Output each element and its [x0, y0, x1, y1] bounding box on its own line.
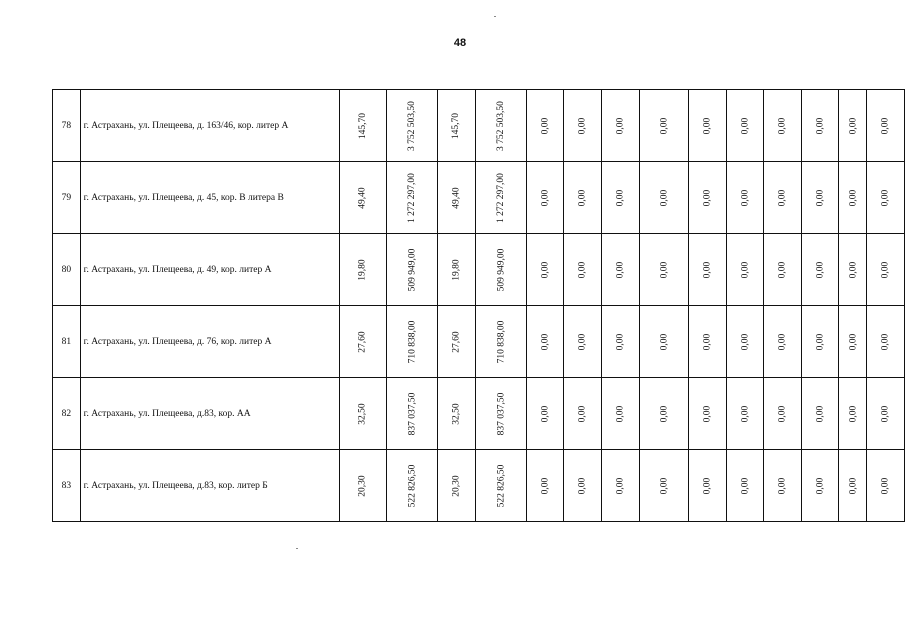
- value-text: 0,00: [702, 333, 713, 351]
- value-text: 0,00: [815, 189, 826, 207]
- value-cell: [801, 378, 839, 450]
- value-cell: [639, 162, 688, 234]
- table-row: [53, 378, 905, 450]
- value-text: 0,00: [739, 189, 750, 207]
- value-cell: [387, 378, 438, 450]
- value-cell: [867, 234, 905, 306]
- value-text: 0,00: [702, 477, 713, 495]
- value-text: 0,00: [847, 117, 858, 135]
- value-text: 0,00: [777, 405, 788, 423]
- value-text: 49,40: [451, 187, 462, 209]
- value-cell: [438, 378, 476, 450]
- value-cell: [726, 306, 764, 378]
- value-text: 32,50: [357, 403, 368, 425]
- value-text: 0,00: [880, 477, 891, 495]
- value-text: 0,00: [658, 405, 669, 423]
- value-cell: [867, 450, 905, 522]
- row-number: 82: [53, 378, 81, 450]
- address-cell: г. Астрахань, ул. Плещеева, д. 76, кор. литер А: [80, 306, 339, 378]
- value-text: 0,00: [777, 333, 788, 351]
- value-text: 509 949,00: [407, 248, 418, 292]
- value-cell: [689, 450, 727, 522]
- address-cell: г. Астрахань, ул. Плещеева, д. 49, кор. литер А: [80, 234, 339, 306]
- table-row: [53, 306, 905, 378]
- address-cell: г. Астрахань, ул. Плещеева, д.83, кор. АА: [80, 378, 339, 450]
- value-cell: [839, 450, 867, 522]
- value-text: 0,00: [577, 189, 588, 207]
- value-text: 0,00: [739, 333, 750, 351]
- table-row: [53, 162, 905, 234]
- row-number: 79: [53, 162, 81, 234]
- value-text: 0,00: [577, 117, 588, 135]
- value-cell: [387, 450, 438, 522]
- value-text: 0,00: [615, 117, 626, 135]
- value-text: 0,00: [658, 261, 669, 279]
- value-text: 0,00: [702, 117, 713, 135]
- value-cell: [438, 90, 476, 162]
- value-text: 3 752 503,50: [407, 101, 418, 151]
- row-number: 83: [53, 450, 81, 522]
- value-cell: [639, 306, 688, 378]
- value-text: 19,80: [451, 259, 462, 281]
- value-cell: [526, 378, 564, 450]
- value-text: 0,00: [615, 477, 626, 495]
- value-text: 0,00: [847, 405, 858, 423]
- value-text: 0,00: [880, 189, 891, 207]
- value-text: 0,00: [739, 117, 750, 135]
- value-cell: [438, 450, 476, 522]
- value-text: 27,60: [357, 331, 368, 353]
- value-cell: [564, 378, 602, 450]
- table-row: [53, 234, 905, 306]
- value-cell: [801, 162, 839, 234]
- value-text: 0,00: [777, 189, 788, 207]
- value-text: 0,00: [702, 261, 713, 279]
- value-cell: [475, 90, 526, 162]
- value-text: 0,00: [880, 261, 891, 279]
- value-cell: [689, 306, 727, 378]
- value-cell: [602, 378, 640, 450]
- value-cell: [475, 378, 526, 450]
- value-text: 0,00: [540, 477, 551, 495]
- scan-speck: [296, 548, 298, 549]
- value-text: 0,00: [658, 117, 669, 135]
- value-cell: [839, 306, 867, 378]
- value-text: 0,00: [777, 261, 788, 279]
- value-text: 837 037,50: [495, 392, 506, 436]
- value-cell: [438, 162, 476, 234]
- value-cell: [526, 162, 564, 234]
- value-text: 1 272 297,00: [495, 173, 506, 223]
- value-cell: [689, 234, 727, 306]
- value-cell: [801, 234, 839, 306]
- value-cell: [839, 162, 867, 234]
- value-cell: [475, 234, 526, 306]
- value-cell: [764, 234, 802, 306]
- value-cell: [764, 378, 802, 450]
- value-text: 0,00: [815, 261, 826, 279]
- value-text: 1 272 297,00: [407, 173, 418, 223]
- value-cell: [475, 162, 526, 234]
- value-text: 0,00: [615, 189, 626, 207]
- value-cell: [801, 90, 839, 162]
- value-cell: [475, 450, 526, 522]
- value-text: 0,00: [577, 333, 588, 351]
- value-cell: [801, 306, 839, 378]
- value-cell: [339, 90, 387, 162]
- value-text: 0,00: [577, 405, 588, 423]
- scan-speck: [494, 16, 496, 17]
- value-text: 837 037,50: [407, 392, 418, 436]
- value-cell: [526, 450, 564, 522]
- value-text: 0,00: [815, 333, 826, 351]
- value-text: 0,00: [577, 261, 588, 279]
- value-text: 0,00: [847, 189, 858, 207]
- value-cell: [339, 450, 387, 522]
- value-cell: [867, 90, 905, 162]
- value-cell: [639, 378, 688, 450]
- value-text: 522 826,50: [407, 464, 418, 508]
- value-cell: [602, 162, 640, 234]
- value-text: 27,60: [451, 331, 462, 353]
- value-cell: [387, 234, 438, 306]
- value-text: 20,30: [451, 475, 462, 497]
- value-cell: [726, 378, 764, 450]
- value-cell: [689, 162, 727, 234]
- value-text: 0,00: [880, 405, 891, 423]
- value-text: 0,00: [658, 477, 669, 495]
- table-row: [53, 90, 905, 162]
- value-cell: [726, 90, 764, 162]
- value-text: 0,00: [847, 261, 858, 279]
- row-number: 81: [53, 306, 81, 378]
- value-cell: [564, 90, 602, 162]
- value-text: 0,00: [739, 477, 750, 495]
- table-row: [53, 450, 905, 522]
- value-text: 3 752 503,50: [495, 101, 506, 151]
- value-text: 0,00: [658, 333, 669, 351]
- value-cell: [387, 306, 438, 378]
- value-text: 0,00: [739, 405, 750, 423]
- address-cell: г. Астрахань, ул. Плещеева, д. 163/46, кор. литер А: [80, 90, 339, 162]
- value-cell: [764, 306, 802, 378]
- value-cell: [726, 450, 764, 522]
- value-cell: [602, 234, 640, 306]
- value-cell: [764, 162, 802, 234]
- address-cell: г. Астрахань, ул. Плещеева, д.83, кор. литер Б: [80, 450, 339, 522]
- value-cell: [339, 162, 387, 234]
- value-text: 0,00: [815, 405, 826, 423]
- value-cell: [689, 90, 727, 162]
- value-cell: [602, 306, 640, 378]
- row-number: 78: [53, 90, 81, 162]
- value-text: 0,00: [540, 405, 551, 423]
- value-cell: [526, 90, 564, 162]
- value-text: 0,00: [880, 333, 891, 351]
- value-text: 0,00: [658, 189, 669, 207]
- value-cell: [726, 162, 764, 234]
- value-text: 0,00: [777, 117, 788, 135]
- value-cell: [764, 450, 802, 522]
- value-text: 0,00: [540, 117, 551, 135]
- value-cell: [801, 450, 839, 522]
- value-cell: [867, 306, 905, 378]
- value-cell: [438, 234, 476, 306]
- value-text: 710 838,00: [495, 320, 506, 364]
- value-text: 0,00: [540, 261, 551, 279]
- value-text: 0,00: [815, 117, 826, 135]
- value-cell: [339, 378, 387, 450]
- value-text: 710 838,00: [407, 320, 418, 364]
- value-text: 0,00: [615, 333, 626, 351]
- value-text: 0,00: [702, 189, 713, 207]
- value-text: 20,30: [357, 475, 368, 497]
- value-cell: [602, 450, 640, 522]
- value-text: 0,00: [577, 477, 588, 495]
- value-text: 0,00: [847, 333, 858, 351]
- value-cell: [438, 306, 476, 378]
- value-text: 0,00: [615, 261, 626, 279]
- value-cell: [564, 162, 602, 234]
- value-cell: [602, 90, 640, 162]
- value-cell: [639, 90, 688, 162]
- value-text: 49,40: [357, 187, 368, 209]
- value-cell: [639, 234, 688, 306]
- page-number: 48: [453, 37, 467, 49]
- value-cell: [339, 234, 387, 306]
- value-text: 0,00: [739, 261, 750, 279]
- value-cell: [526, 234, 564, 306]
- value-text: 19,80: [357, 259, 368, 281]
- value-text: 0,00: [615, 405, 626, 423]
- value-text: 145,70: [451, 112, 462, 140]
- value-text: 0,00: [540, 333, 551, 351]
- value-text: 0,00: [540, 189, 551, 207]
- value-text: 0,00: [702, 405, 713, 423]
- value-text: 145,70: [357, 112, 368, 140]
- value-cell: [475, 306, 526, 378]
- value-cell: [764, 90, 802, 162]
- address-cell: г. Астрахань, ул. Плещеева, д. 45, кор. В литера В: [80, 162, 339, 234]
- value-text: 0,00: [815, 477, 826, 495]
- value-text: 0,00: [880, 117, 891, 135]
- value-cell: [867, 378, 905, 450]
- value-cell: [339, 306, 387, 378]
- value-cell: [839, 90, 867, 162]
- value-cell: [689, 378, 727, 450]
- value-text: 509 949,00: [495, 248, 506, 292]
- value-text: 522 826,50: [495, 464, 506, 508]
- value-cell: [726, 234, 764, 306]
- housing-table: [52, 89, 905, 522]
- value-cell: [526, 306, 564, 378]
- value-cell: [387, 162, 438, 234]
- value-cell: [564, 306, 602, 378]
- value-text: 0,00: [847, 477, 858, 495]
- value-cell: [839, 234, 867, 306]
- value-cell: [639, 450, 688, 522]
- value-cell: [564, 234, 602, 306]
- row-number: 80: [53, 234, 81, 306]
- value-text: 0,00: [777, 477, 788, 495]
- value-cell: [564, 450, 602, 522]
- value-cell: [839, 378, 867, 450]
- value-cell: [387, 90, 438, 162]
- value-cell: [867, 162, 905, 234]
- value-text: 32,50: [451, 403, 462, 425]
